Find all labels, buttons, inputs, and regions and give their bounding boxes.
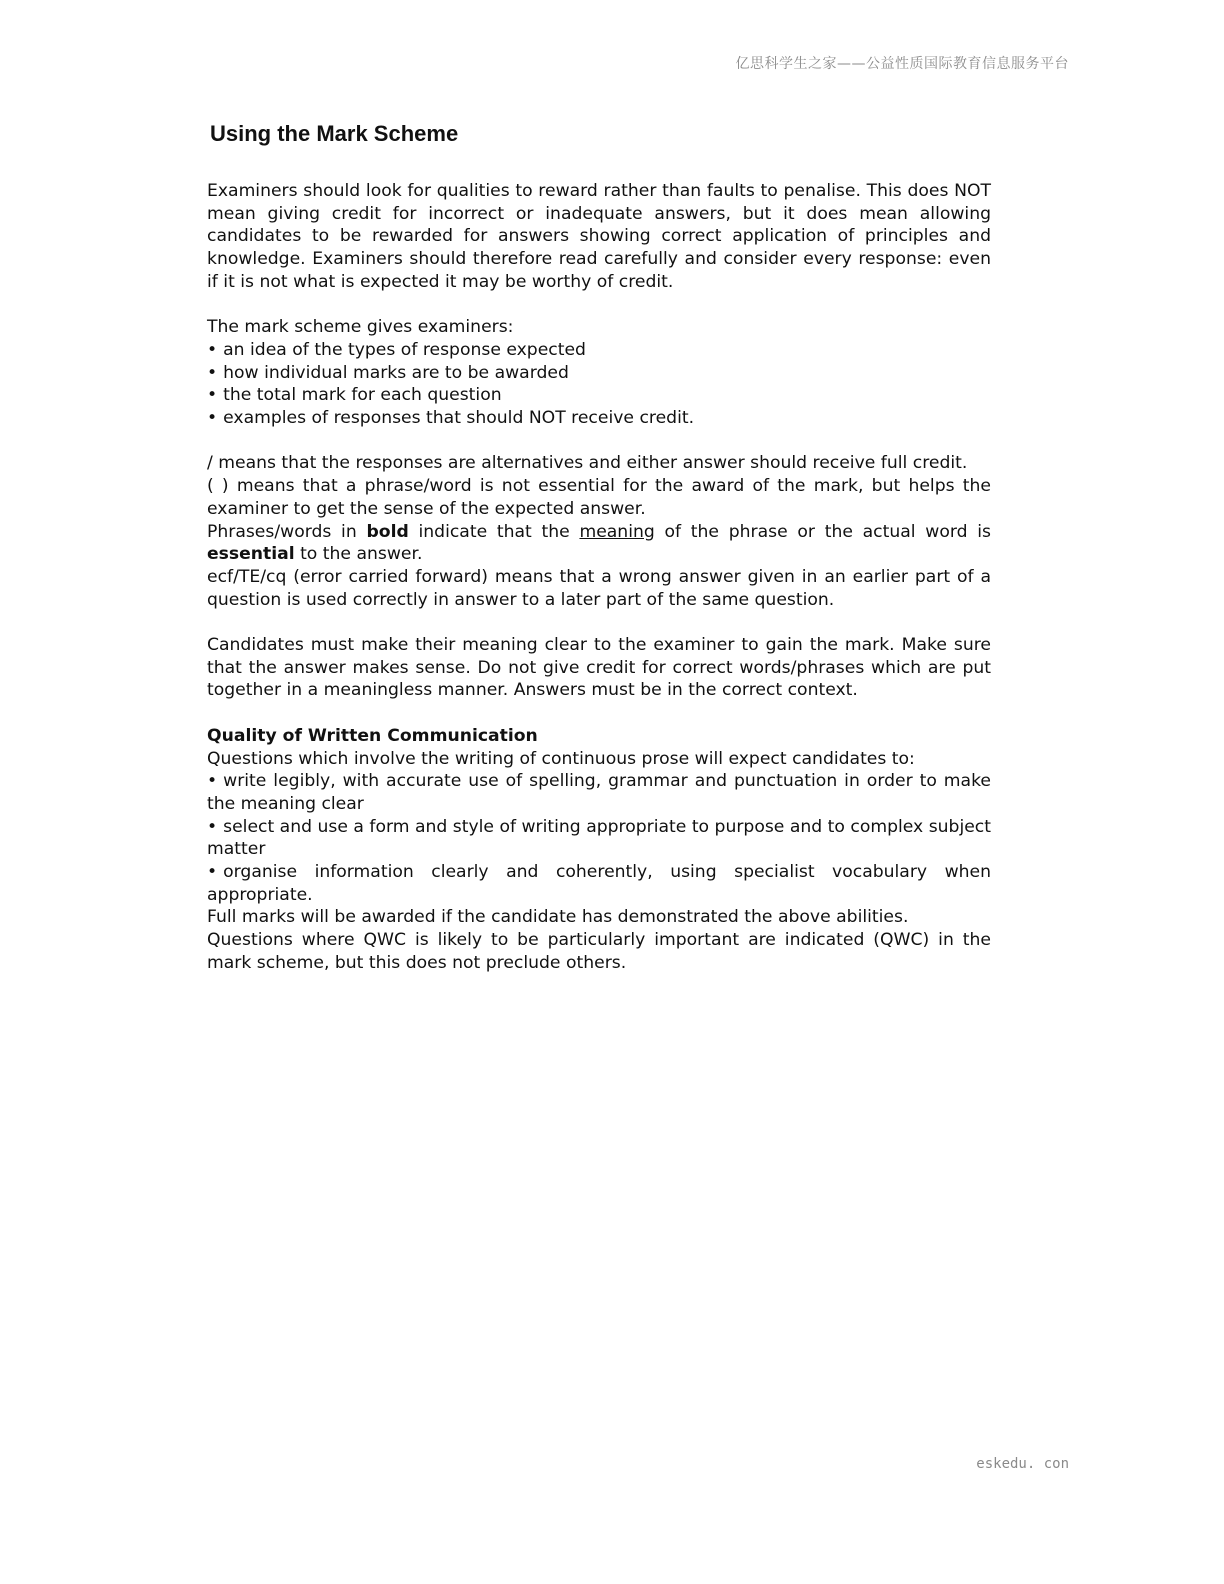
bold-essential: essential	[207, 544, 295, 565]
bold-convention	[207, 521, 991, 566]
qwc-note: Questions where QWC is likely to be particularly important are indicated (QWC) in the mark scheme, but this does not preclude others.	[207, 930, 991, 973]
text-span: to the answer.	[294, 544, 423, 565]
intro-paragraph: Examiners should look for qualities to reward rather than faults to penalise. This does NOT mean giving credit for incorrect or inadequate answers, but it does mean allowing candidates to be rewarded for answers showing correct application of principles and knowledge. Examiners should therefore read carefully and consider every response: even if it is not what is expected it may be worthy of credit.	[207, 181, 991, 292]
document-page	[207, 118, 991, 975]
qwc-section	[207, 725, 991, 975]
text-span: indicate that the	[408, 521, 580, 542]
gives-item: • an idea of the types of response expected	[207, 339, 991, 362]
footer-watermark: eskedu. con	[976, 1456, 1069, 1472]
gives-lead: The mark scheme gives examiners:	[207, 317, 514, 338]
header-watermark: 亿思科学生之家——公益性质国际教育信息服务平台	[735, 56, 1069, 72]
qwc-item: • write legibly, with accurate use of spelling, grammar and punctuation in order to make the meaning clear	[207, 770, 991, 815]
qwc-lead: Questions which involve the writing of continuous prose will expect candidates to:	[207, 748, 915, 769]
underlined-word: meaning	[579, 521, 655, 542]
bold-word: bold	[366, 521, 409, 542]
gives-item: • how individual marks are to be awarded	[207, 362, 991, 385]
text-span: of the phrase or the actual word is	[654, 521, 991, 542]
brackets-convention: ( ) means that a phrase/word is not essential for the award of the mark, but helps the examiner to get the sense of the expected answer.	[207, 476, 991, 519]
qwc-item: • select and use a form and style of writing appropriate to purpose and to complex subject matter	[207, 816, 991, 861]
page-title: Using the Mark Scheme	[210, 121, 459, 146]
slash-convention: / means that the responses are alternatives and either answer should receive full credit.	[207, 453, 968, 474]
qwc-full-marks: Full marks will be awarded if the candidate has demonstrated the above abilities.	[207, 907, 909, 928]
ecf-convention: ecf/TE/cq (error carried forward) means that a wrong answer given in an earlier part of a question is used correctly in answer to a later part of the same question.	[207, 566, 991, 610]
gives-item: • examples of responses that should NOT receive credit.	[207, 407, 991, 430]
text-span: Phrases/words in	[207, 521, 367, 542]
candidates-paragraph: Candidates must make their meaning clear to the examiner to gain the mark. Make sure that the answer makes sense. Do not give credit for correct words/phrases which are put together in a meaningless manner. Answers must be in the correct context.	[207, 635, 991, 701]
gives-item: • the total mark for each question	[207, 384, 991, 407]
qwc-title: Quality of Written Communication	[207, 725, 538, 746]
conventions-section	[207, 452, 991, 611]
qwc-item: • organise information clearly and coherently, using specialist vocabulary when appropriate.	[207, 861, 991, 906]
gives-section	[207, 316, 991, 430]
